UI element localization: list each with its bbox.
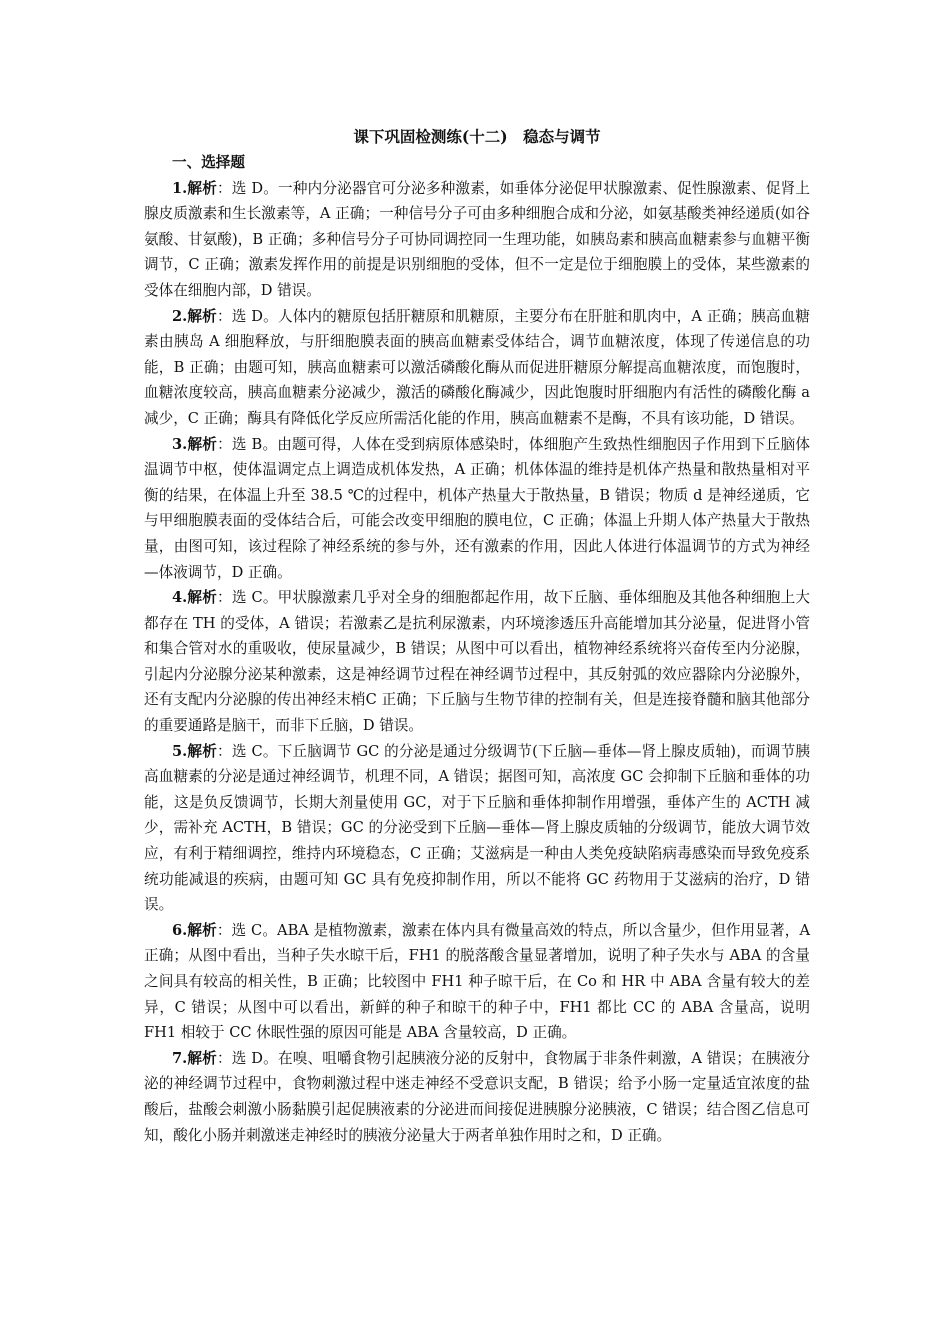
- answer-item-7: [144, 1046, 810, 1148]
- answer-label: 1.解析: [172, 179, 217, 197]
- answer-text: ：选 C。下丘脑调节 GC 的分泌是通过分级调节(下丘脑—垂体—肾上腺皮质轴)，而调节胰高血糖素的分泌是通过神经调节，机理不同，A 错误；据图可知，高浓度 GC 会抑制下丘脑和垂体的功能，这是负反馈调节，长期大剂量使用 GC，对于下丘脑和垂体抑制作用增强，垂体产生的 ACTH 减少，需补充 ACTH，B 错误；GC 的分泌受到下丘脑—垂体—肾上腺皮质轴的分级调节，能放大调节效应，有利于精细调控，维持内环境稳态，C 正确；艾滋病是一种由人类免疫缺陷病毒感染而导致免疫系统功能减退的疾病，由题可知 GC 具有免疫抑制作用，所以不能将 GC 药物用于艾滋病的治疗，D 错误。: [144, 742, 810, 914]
- answer-label: 4.解析: [172, 589, 218, 607]
- answer-label: 5.解析: [172, 742, 218, 760]
- answer-text: ：选 D。人体内的糖原包括肝糖原和肌糖原，主要分布在肝脏和肌肉中，A 正确；胰高血糖素由胰岛 A 细胞释放，与肝细胞膜表面的胰高血糖素受体结合，调节血糖浓度，体现了传递信息的功能，B 正确；由题可知，胰高血糖素可以激活磷酸化酶从而促进肝糖原分解提高血糖浓度，而饱腹时，血糖浓度较高，胰高血糖素分泌减少，激活的磷酸化酶减少，因此饱腹时肝细胞内有活性的磷酸化酶 a 减少，C 正确；酶具有降低化学反应所需活化能的作用，胰高血糖素不是酶，不具有该功能，D 错误。: [144, 307, 810, 427]
- document-page: [144, 124, 810, 1148]
- answer-text: ：选 C。甲状腺激素几乎对全身的细胞都起作用，故下丘脑、垂体细胞及其他各种细胞上大都存在 TH 的受体，A 错误；若激素乙是抗利尿激素，内环境渗透压升高能增加其分泌量，促进肾小管和集合管对水的重吸收，使尿量减少，B 错误；从图中可以看出，植物神经系统将兴奋传至内分泌腺，引起内分泌腺分泌某种激素，这是神经调节过程在神经调节过程中，其反射弧的效应器除内分泌腺外，还有支配内分泌腺的传出神经末梢C 正确；下丘脑与生物节律的控制有关，但是连接脊髓和脑其他部分的重要通路是脑干，而非下丘脑，D 错误。: [144, 589, 810, 735]
- answer-label: 6.解析: [172, 921, 217, 939]
- answer-item-1: [144, 176, 810, 304]
- answer-text: ：选 B。由题可得，人体在受到病原体感染时，体细胞产生致热性细胞因子作用到下丘脑体温调节中枢，使体温调定点上调造成机体发热，A 正确；机体体温的维持是机体产热量和散热量相对平衡的结果，在体温上升至 38.5 ℃的过程中，机体产热量大于散热量，B 错误；物质 d 是神经递质，它与甲细胞膜表面的受体结合后，可能会改变甲细胞的膜电位，C 正确；体温上升期人体产热量大于散热量，由图可知，该过程除了神经系统的参与外，还有激素的作用，因此人体进行体温调节的方式为神经—体液调节，D 正确。: [144, 435, 810, 581]
- answer-text: ：选 C。ABA 是植物激素，激素在体内具有微量高效的特点，所以含量少，但作用显著，A 正确；从图中看出，当种子失水晾干后，FH1 的脱落酸含量显著增加，说明了种子失水与 ABA 的含量之间具有较高的相关性，B 正确；比较图中 FH1 种子晾干后，在 Co 和 HR 中 ABA 含量有较大的差异，C 错误；从图中可以看出，新鲜的种子和晾干的种子中，FH1 都比 CC 的 ABA 含量高，说明 FH1 相较于 CC 休眠性强的原因可能是 ABA 含量较高，D 正确。: [144, 921, 810, 1042]
- answer-label: 7.解析: [172, 1049, 217, 1067]
- answer-text: ：选 D。在嗅、咀嚼食物引起胰液分泌的反射中，食物属于非条件刺激，A 错误；在胰液分泌的神经调节过程中，食物刺激过程中迷走神经不受意识支配，B 错误；给予小肠一定量适宜浓度的盐酸后，盐酸会刺激小肠黏膜引起促胰液素的分泌进而间接促进胰腺分泌胰液，C 错误；结合图乙信息可知，酸化小肠并刺激迷走神经时的胰液分泌量大于两者单独作用时之和，D 正确。: [144, 1049, 810, 1144]
- answer-label: 2.解析: [172, 307, 217, 325]
- answer-item-3: [144, 432, 810, 586]
- page-title: 课下巩固检测练(十二) 稳态与调节: [353, 127, 601, 146]
- section-heading: 一、选择题: [172, 154, 245, 171]
- answer-label: 3.解析: [172, 435, 218, 453]
- answer-text: ：选 D。一种内分泌器官可分泌多种激素，如垂体分泌促甲状腺激素、促性腺激素、促肾上腺皮质激素和生长激素等，A 正确；一种信号分子可由多种细胞合成和分泌，如氨基酸类神经递质(如谷氨酸、甘氨酸)，B 正确；多种信号分子可协同调控同一生理功能，如胰岛素和胰高血糖素参与血糖平衡调节，C 正确；激素发挥作用的前提是识别细胞的受体，但不一定是位于细胞膜上的受体，某些激素的受体在细胞内部，D 错误。: [144, 179, 810, 299]
- answer-item-2: [144, 304, 810, 432]
- answer-item-4: [144, 585, 810, 739]
- answer-item-5: [144, 739, 810, 918]
- answer-item-6: [144, 918, 810, 1046]
